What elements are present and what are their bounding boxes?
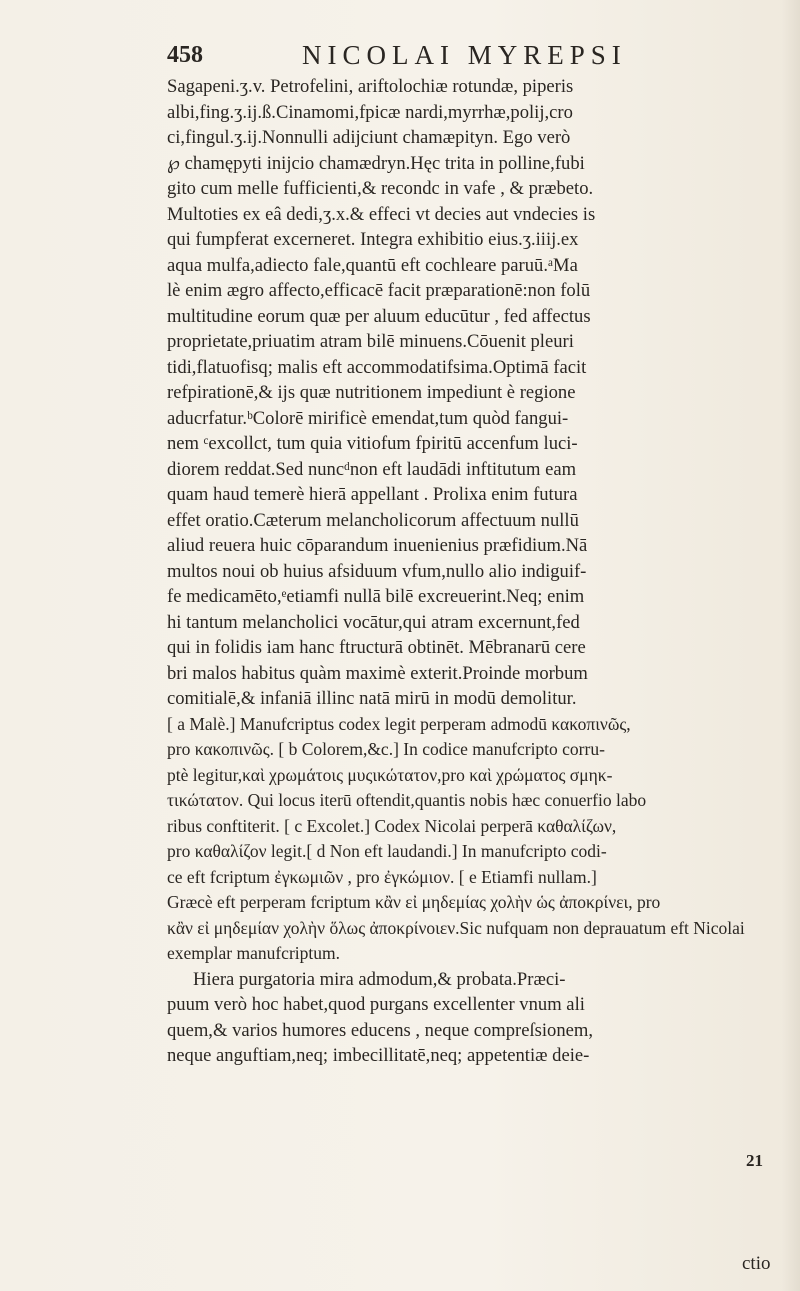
text-line: aducrfatur.ᵇColorē mirificè emendat,tum quòd fangui- [167, 407, 569, 429]
text-line: nem ᶜexcollct, tum quia vitiofum fpiritū accenfum luci- [167, 433, 578, 454]
text-line: gito cum melle fufficienti,& recondc in vafe , & præbeto. [167, 178, 594, 199]
text-line: Multoties ex eâ dedi,ʒ.x.& effeci vt decies aut vndecies is [167, 203, 596, 225]
text-line: Sagapeni.ʒ.v. Petrofelini, ariftolochiæ rotundæ, piperis [167, 76, 574, 97]
text-line: effet oratio.Cæterum melancholicorum affectuum nullū [167, 509, 579, 531]
text-line: aliud reuera huic cōparandum inuenienius præfidium.Nā [167, 535, 588, 556]
text-line: qui fumpferat excerneret. Integra exhibitio eius.ʒ.iiij.ex [167, 229, 579, 250]
note-line: pro κακοπινῶς. [ b Colorem,&c.] In codice manufcripto corru- [167, 739, 605, 759]
text-line: multos noui ob huius afsiduum vfum,nullo alio indiguif- [167, 560, 587, 582]
catchword: ctio [742, 1253, 771, 1274]
note-line: ribus conftiterit. [ c Excolet.] Codex Nicolai perperā καθαλίζων, [167, 815, 617, 836]
note-line: τικώτατον. Qui locus iterū oftendit,quantis nobis hæc conuerfio labo [167, 790, 647, 810]
page-edge-shadow [782, 0, 800, 1291]
text-line: neque anguftiam,neq; imbecillitatē,neq; appetentiæ deie- [167, 1045, 590, 1066]
note-line: pro καθαλίζον legit.[ d Non eft laudandi.] In manufcripto codi- [167, 841, 607, 861]
text-line: refpirationē,& ijs quæ nutritionem impediunt è regione [167, 382, 576, 403]
marginal-number: 21 [746, 1151, 763, 1170]
text-line: ci,fingul.ʒ.ij.Nonnulli adijciunt chamæpityn. Ego verò [167, 127, 571, 148]
text-line: lè enim ægro affecto,efficacē facit præparationē:non folū [167, 280, 591, 301]
note-line: Græcè eft perperam fcriptum κἂν εἰ μηδεμίας χολὴν ὡς ἀποκρίνει, pro [167, 892, 661, 912]
note-line: κἂν εἰ μηδεμίαν χολὴν ὅλως ἀποκρίνοιεν.Sic nufquam non deprauatum eft Nicolai exemplar manufcriptum. [167, 917, 745, 963]
text-line: Hiera purgatoria mira admodum,& probata.Præci- [193, 968, 566, 990]
note-line: [ a Malè.] Manufcriptus codex legit perperam admodū κακοπινῶς, [167, 713, 631, 734]
note-line: ce eft fcriptum ἐγκωμιῶν , pro ἐγκώμιον. [ e Etiamfi nullam.] [167, 866, 597, 887]
note-line: ptè legitur,καὶ χρωμάτοις μυςικώτατον,pro καὶ χρώματος σμηκ- [167, 764, 613, 785]
text-line: aqua mulfa,adiecto fale,quantū eft cochleare paruū.ᵃMa [167, 254, 578, 276]
text-line: comitialē,& infaniā illinc natā mirū in modū demolitur. [167, 688, 577, 709]
text-line: fe medicamēto,ᵉetiamfi nullā bilē excreuerint.Neq; enim [167, 586, 585, 607]
text-line: hi tantum melancholici vocātur,qui atram excernunt,fed [167, 611, 580, 633]
text-line: albi,fing.ʒ.ij.ß.Cinamomi,fpicæ nardi,myrrhæ,polij,cro [167, 101, 573, 123]
main-text [167, 74, 777, 1069]
text-line: bri malos habitus quàm maximè exterit.Proinde morbum [167, 662, 588, 684]
page-number: 458 [167, 42, 203, 68]
text-line: multitudine eorum quæ per aluum educūtur , fed affectus [167, 305, 591, 327]
text-line: puum verò hoc habet,quod purgans excellenter vnum ali [167, 994, 585, 1015]
text-line: tidi,flatuofisq; malis eft accommodatifsima.Optimā facit [167, 356, 587, 378]
text-line: quem,& varios humores educens , neque compreſsionem, [167, 1019, 593, 1041]
text-line: diorem reddat.Sed nuncᵈnon eft laudādi inftitutum eam [167, 458, 577, 480]
text-line: ℘ chamępyti inijcio chamædryn.Hęc trita in polline,fubi [167, 152, 585, 174]
text-line: proprietate,priuatim atram bilē minuens.Cōuenit pleuri [167, 331, 574, 352]
running-head: NICOLAI MYREPSI [302, 40, 627, 70]
text-line: quam haud temerè hierā appellant . Prolixa enim futura [167, 484, 578, 505]
page-header [167, 40, 777, 76]
text-line: qui in folidis iam hanc ftructurā obtinēt. Mēbranarū cere [167, 637, 586, 658]
